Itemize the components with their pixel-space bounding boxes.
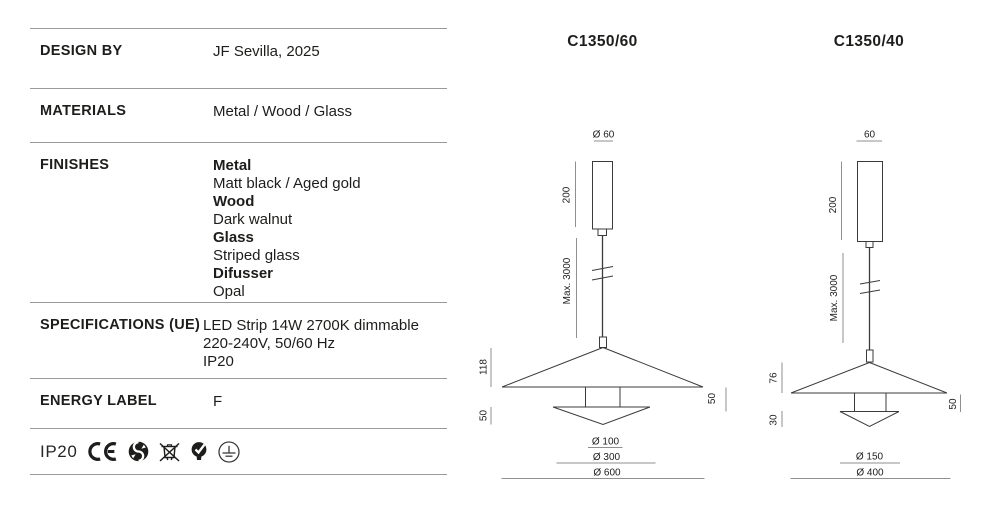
shade-height-label: 76	[768, 372, 780, 384]
right-drop-label: 50	[707, 392, 718, 405]
finish-value: Striped glass	[213, 247, 300, 264]
ip-rating-text: IP20	[40, 441, 78, 461]
diameter-label: Ø 150	[855, 451, 884, 463]
right-drop-label: 50	[948, 398, 959, 410]
green-dot-recycling-icon	[128, 441, 149, 462]
shade-outline	[502, 348, 703, 425]
design-by-value: JF Sevilla, 2025	[213, 43, 320, 60]
shade-height-label: 118	[478, 359, 490, 375]
canopy-diameter-label: Ø 60	[592, 129, 615, 141]
finish-name: Wood	[213, 193, 255, 210]
row-design-by	[30, 29, 447, 89]
spec-line: IP20	[203, 353, 234, 370]
earth-ground-icon	[218, 441, 240, 463]
row-finishes	[30, 143, 447, 303]
canopy-and-cable	[858, 162, 883, 363]
diffuser-height-label: 50	[478, 409, 490, 422]
materials-value: Metal / Wood / Glass	[213, 103, 352, 120]
finish-value: Opal	[213, 283, 245, 300]
diffuser-height-label: 30	[768, 414, 780, 426]
weee-crossed-out-bin-icon	[158, 441, 181, 463]
finish-value: Matt black / Aged gold	[213, 175, 361, 192]
row-certifications	[30, 429, 447, 475]
finish-name: Metal	[213, 157, 252, 174]
drawing-title: C1350/60	[567, 33, 638, 50]
spec-line: 220-240V, 50/60 Hz	[203, 335, 336, 352]
bulb-check-icon	[190, 441, 209, 462]
technical-drawing-c1350-40	[760, 20, 975, 480]
diameter-label: Ø 400	[856, 467, 884, 479]
spec-table	[30, 28, 447, 475]
drawing-title: C1350/40	[833, 33, 905, 50]
finishes-label: FINISHES	[40, 157, 110, 173]
shade-outline	[791, 363, 947, 427]
finish-name: Glass	[213, 229, 254, 246]
canopy-height-label: 200	[828, 196, 839, 214]
spec-line: LED Strip 14W 2700K dimmable	[203, 317, 419, 334]
design-by-label: DESIGN BY	[40, 43, 123, 59]
specifications-label: SPECIFICATIONS (UE)	[40, 317, 201, 333]
technical-drawing-c1350-60	[470, 20, 730, 480]
canopy-height-label: 200	[561, 186, 573, 204]
row-materials	[30, 89, 447, 143]
canopy-diameter-label: 60	[863, 129, 876, 141]
finish-name: Difusser	[213, 265, 274, 282]
diameter-label: Ø 300	[592, 452, 621, 463]
finishes-value	[213, 157, 447, 302]
canopy-and-cable	[592, 162, 613, 348]
materials-label: MATERIALS	[40, 103, 127, 119]
diameter-labels	[502, 437, 705, 479]
row-energy-label	[30, 379, 447, 429]
diameter-labels	[791, 452, 951, 479]
energy-value: F	[213, 393, 223, 410]
specifications-value	[203, 317, 447, 378]
ce-mark-icon	[86, 441, 119, 462]
energy-label: ENERGY LABEL	[40, 393, 157, 409]
diameter-label: Ø 100	[591, 436, 620, 448]
cable-max-label: Max. 3000	[829, 274, 840, 322]
cable-max-label: Max. 3000	[562, 257, 573, 305]
diameter-label: Ø 600	[593, 467, 621, 479]
row-specifications	[30, 303, 447, 379]
finish-value: Dark walnut	[213, 211, 293, 228]
